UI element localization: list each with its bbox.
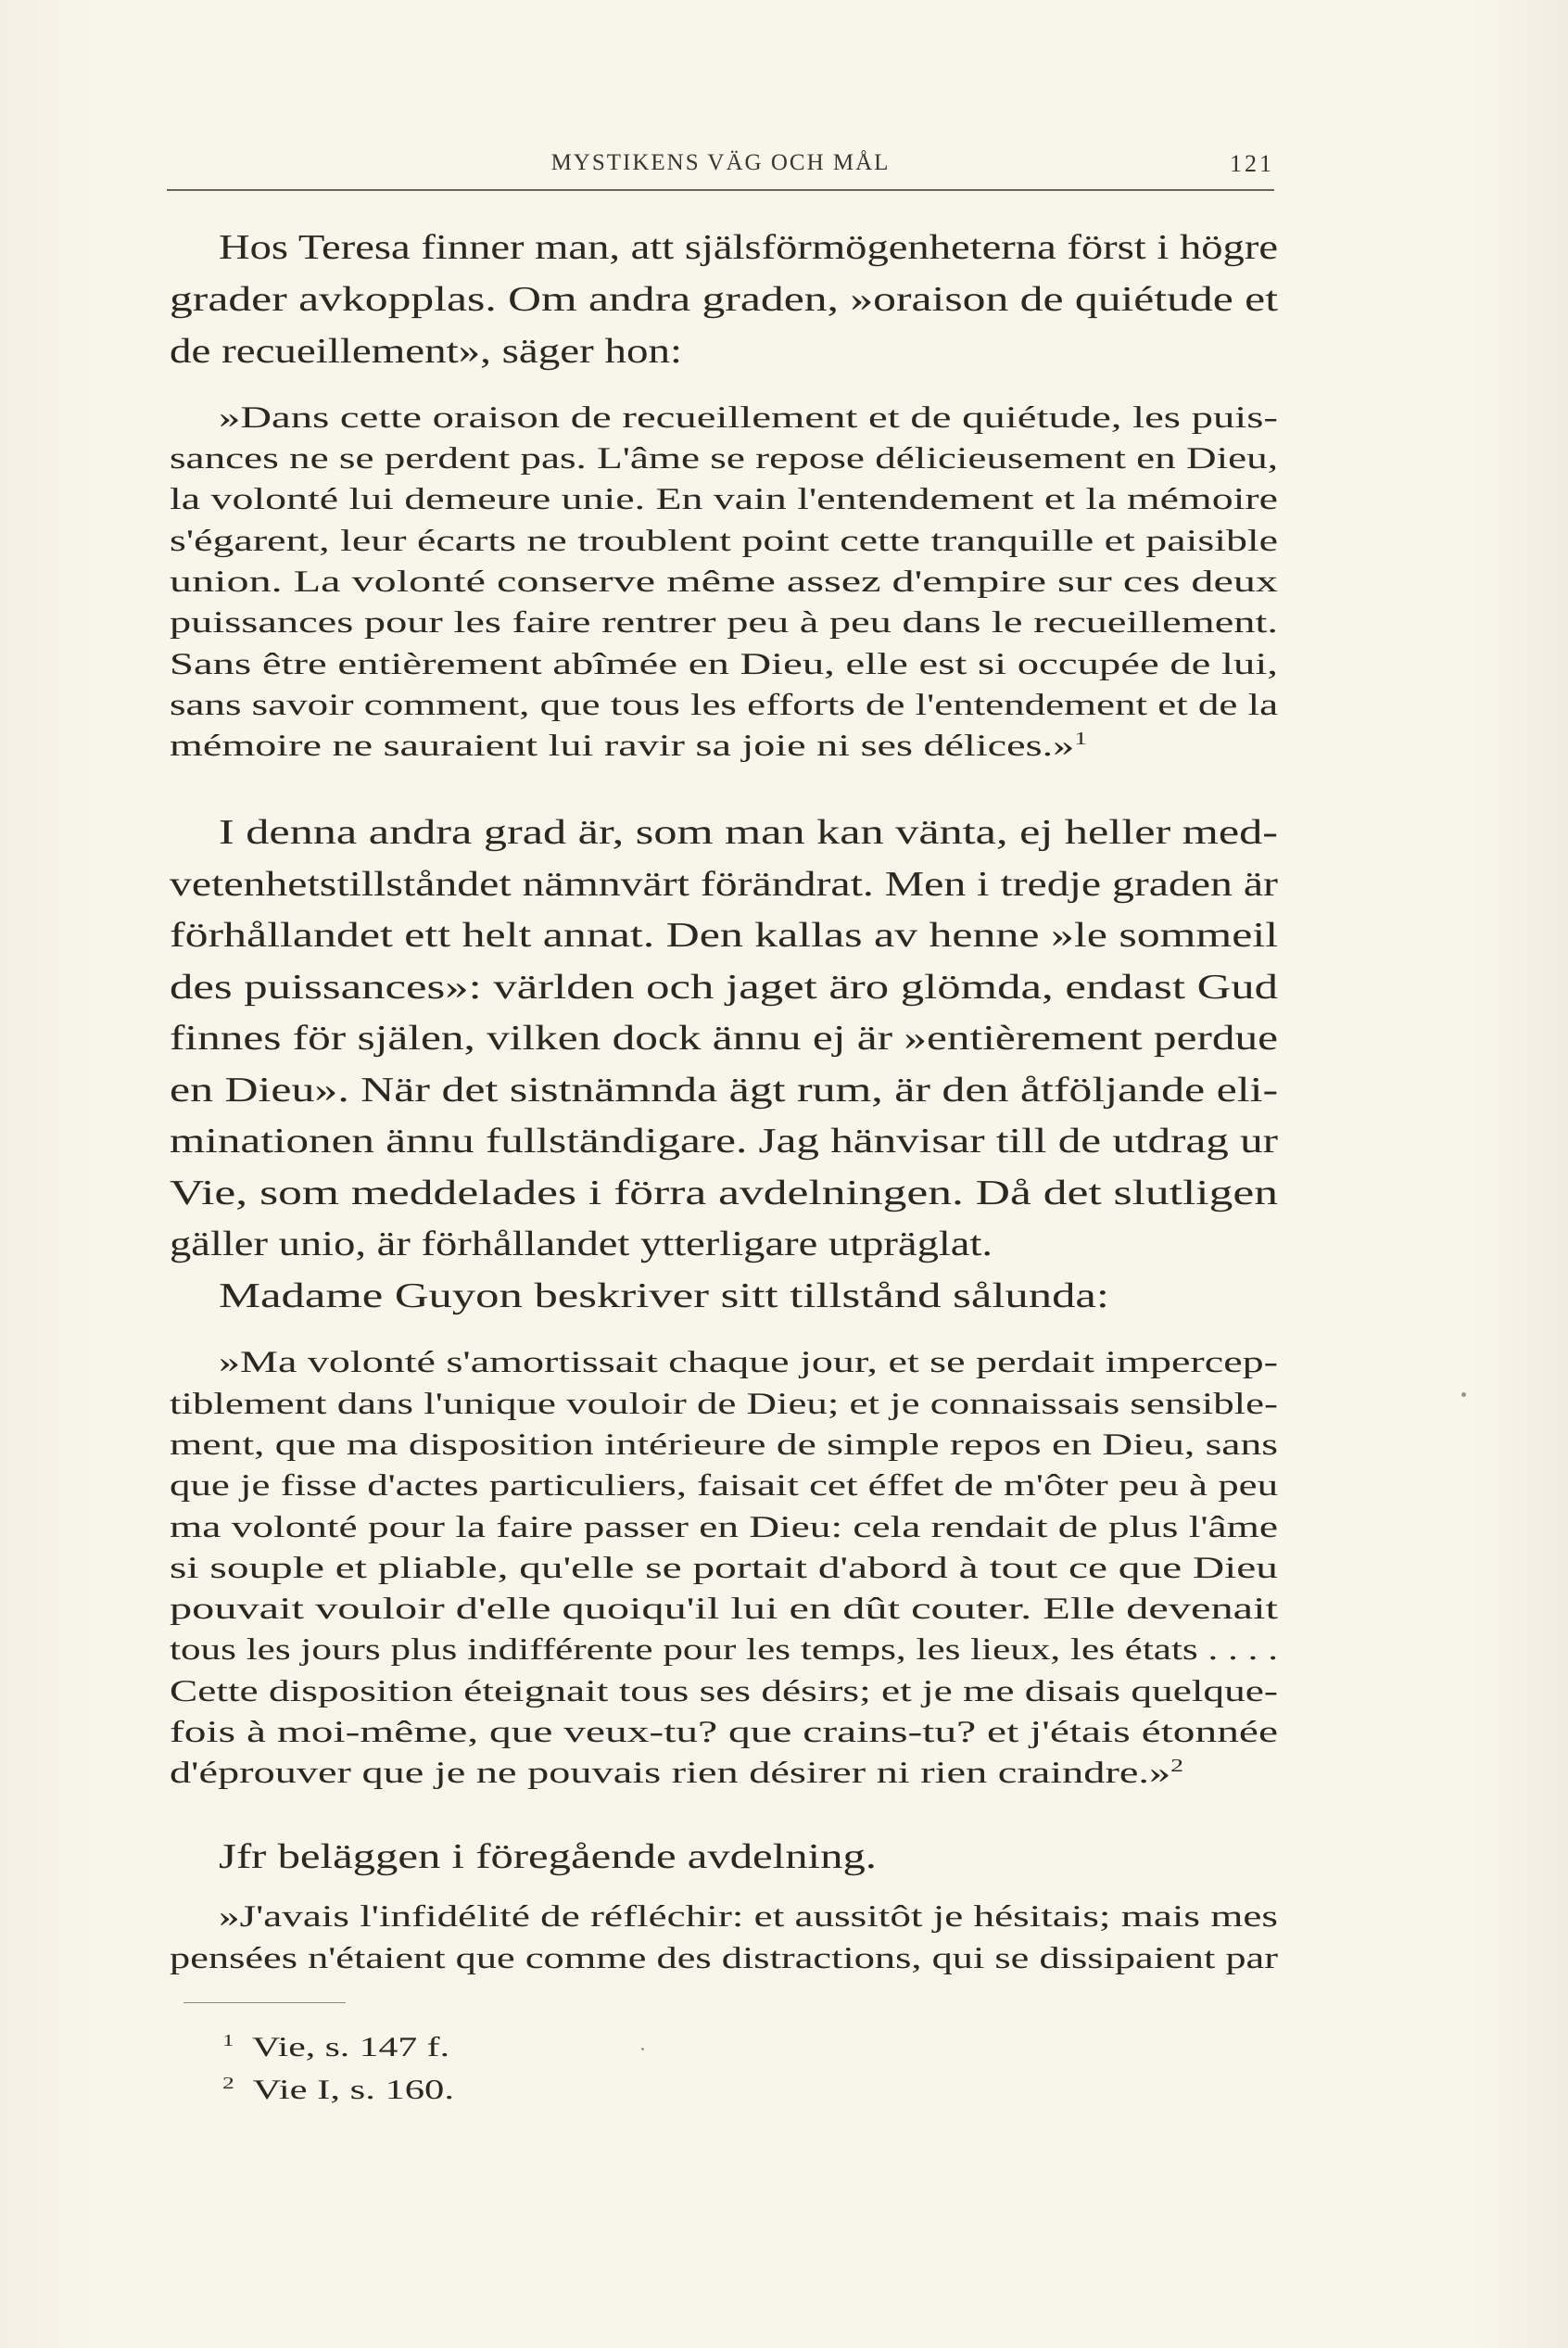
quote-line <box>170 648 1278 682</box>
line-text: de recueillement», säger hon: <box>170 332 683 371</box>
line-text: si souple et pliable, qu'elle se portait d'abord à tout ce que Dieu <box>170 1552 1278 1585</box>
line-text: finnes för själen, vilken dock ännu ej är »entièrement perdue <box>170 1019 1279 1058</box>
quote-line <box>170 1593 1278 1627</box>
quote-line <box>170 689 1278 723</box>
line-text: Cette disposition éteignait tous ses désirs; et je me disais quelque- <box>170 1675 1278 1708</box>
quote-line <box>170 1757 1183 1791</box>
line-text: la volonté lui demeure unie. En vain l'entendement et la mémoire <box>170 483 1278 516</box>
running-head: MYSTIKENS VÄG OCH MÅL <box>550 150 891 175</box>
paper-speck <box>641 2048 644 2050</box>
line-text: Jfr beläggen i föregående avdelning. <box>219 1837 877 1876</box>
line-text: sances ne se perdent pas. L'âme se repose délicieusement en Dieu, <box>170 442 1279 476</box>
text-line <box>170 1224 993 1264</box>
footnote-text: Vie I, s. 160. <box>252 2075 454 2105</box>
text-line <box>219 1836 877 1877</box>
line-text: tiblement dans l'unique vouloir de Dieu; et je connaissais sensible- <box>170 1388 1278 1421</box>
quote-line <box>170 1942 1278 1976</box>
line-text: puissances pour les faire rentrer peu à peu dans le recueillement. <box>170 606 1278 640</box>
text-line <box>170 1121 1278 1161</box>
quote-line <box>170 483 1278 517</box>
quote-line <box>170 606 1278 641</box>
text-line <box>170 1173 1278 1213</box>
quote-line <box>170 1675 1278 1709</box>
line-text: »Ma volonté s'amortissait chaque jour, et se perdait impercep- <box>219 1346 1278 1379</box>
footnote-marker: 1 <box>222 2031 234 2050</box>
footnote <box>222 2032 449 2063</box>
text-line <box>170 1070 1278 1111</box>
quote-line <box>170 1552 1278 1586</box>
line-text: Sans être entièrement abîmée en Dieu, elle est si occupée de lui, <box>170 648 1278 681</box>
line-text: gäller unio, är förhållandet ytterligare utpräglat. <box>170 1225 993 1263</box>
line-text: mémoire ne sauraient lui ravir sa joie ni ses délices.» <box>170 730 1075 763</box>
quote-line <box>170 1633 1278 1668</box>
footnote-text: Vie, s. 147 f. <box>251 2032 450 2062</box>
footnote-reference: 2 <box>1170 1756 1183 1777</box>
line-text: förhållandet ett helt annat. Den kallas av henne »le sommeil <box>170 916 1279 955</box>
line-text: Madame Guyon beskriver sitt tillstånd sålunda: <box>219 1276 1109 1315</box>
footnote-divider <box>183 2002 346 2003</box>
line-text: »Dans cette oraison de recueillement et de quiétude, les puis- <box>219 401 1278 435</box>
line-text: pensées n'étaient que comme des distractions, qui se dissipaient par <box>170 1942 1279 1975</box>
line-text: tous les jours plus indifférente pour les temps, les lieux, les états . . . . <box>170 1633 1278 1667</box>
line-text: Vie, som meddelades i förra avdelningen. Då det slutligen <box>170 1174 1279 1212</box>
line-text: minationen ännu fullständigare. Jag hänvisar till de utdrag ur <box>170 1122 1279 1161</box>
quote-line <box>170 1428 1278 1463</box>
quote-line <box>219 401 1278 436</box>
line-text: vetenhetstillståndet nämnvärt förändrat. Men i tredje graden är <box>170 865 1278 904</box>
footnote-reference: 1 <box>1074 729 1088 750</box>
text-line <box>170 279 1278 320</box>
page-header <box>167 148 1274 191</box>
text-line <box>219 1276 1109 1316</box>
text-line <box>170 864 1278 905</box>
quote-line <box>170 1511 1278 1545</box>
line-text: ma volonté pour la faire passer en Dieu: cela rendait de plus l'âme <box>170 1511 1278 1544</box>
quote-line <box>170 1716 1278 1750</box>
line-text: s'égarent, leur écarts ne troublent point cette tranquille et paisible <box>170 525 1279 558</box>
line-text: I denna andra grad är, som man kan vänta, ej heller med- <box>219 813 1279 852</box>
line-text: en Dieu». När det sistnämnda ägt rum, är den åtföljande eli- <box>170 1071 1279 1110</box>
line-text: que je fisse d'actes particuliers, faisait cet éffet de m'ôter peu à peu <box>170 1469 1279 1503</box>
paper-speck <box>1461 1392 1466 1397</box>
line-text: d'éprouver que je ne pouvais rien désirer ni rien craindre.» <box>170 1757 1171 1790</box>
quote-line <box>219 1346 1278 1380</box>
text-line <box>170 331 682 372</box>
quote-line <box>170 1388 1278 1422</box>
line-text: pouvait vouloir d'elle quoiqu'il lui en dût couter. Elle devenait <box>170 1593 1278 1626</box>
line-text: Hos Teresa finner man, att själsförmögenheterna först i högre <box>219 228 1279 267</box>
line-text: ment, que ma disposition intérieure de simple repos en Dieu, sans <box>170 1428 1279 1462</box>
text-line <box>170 1018 1278 1059</box>
quote-line <box>170 565 1278 600</box>
page-number: 121 <box>1230 150 1274 177</box>
quote-line <box>170 730 1087 764</box>
line-text: sans savoir comment, que tous les efforts de l'entendement et de la <box>170 689 1279 722</box>
quote-line <box>170 1469 1278 1504</box>
line-text: grader avkopplas. Om andra graden, »oraison de quiétude et <box>170 280 1278 319</box>
footnote <box>222 2075 454 2106</box>
text-line <box>170 915 1278 956</box>
line-text: »J'avais l'infidélité de réfléchir: et aussitôt je hésitais; mais mes <box>219 1900 1278 1934</box>
text-line <box>219 227 1278 268</box>
line-text: union. La volonté conserve même assez d'empire sur ces deux <box>170 565 1278 599</box>
text-line <box>219 812 1278 853</box>
quote-line <box>170 525 1278 559</box>
quote-line <box>219 1900 1278 1935</box>
line-text: fois à moi-même, que veux-tu? que crains-tu? et j'étais étonnée <box>170 1716 1279 1749</box>
line-text: des puissances»: världen och jaget äro glömda, endast Gud <box>170 968 1278 1007</box>
footnote-marker: 2 <box>222 2074 234 2093</box>
quote-line <box>170 442 1278 476</box>
text-line <box>170 967 1278 1008</box>
